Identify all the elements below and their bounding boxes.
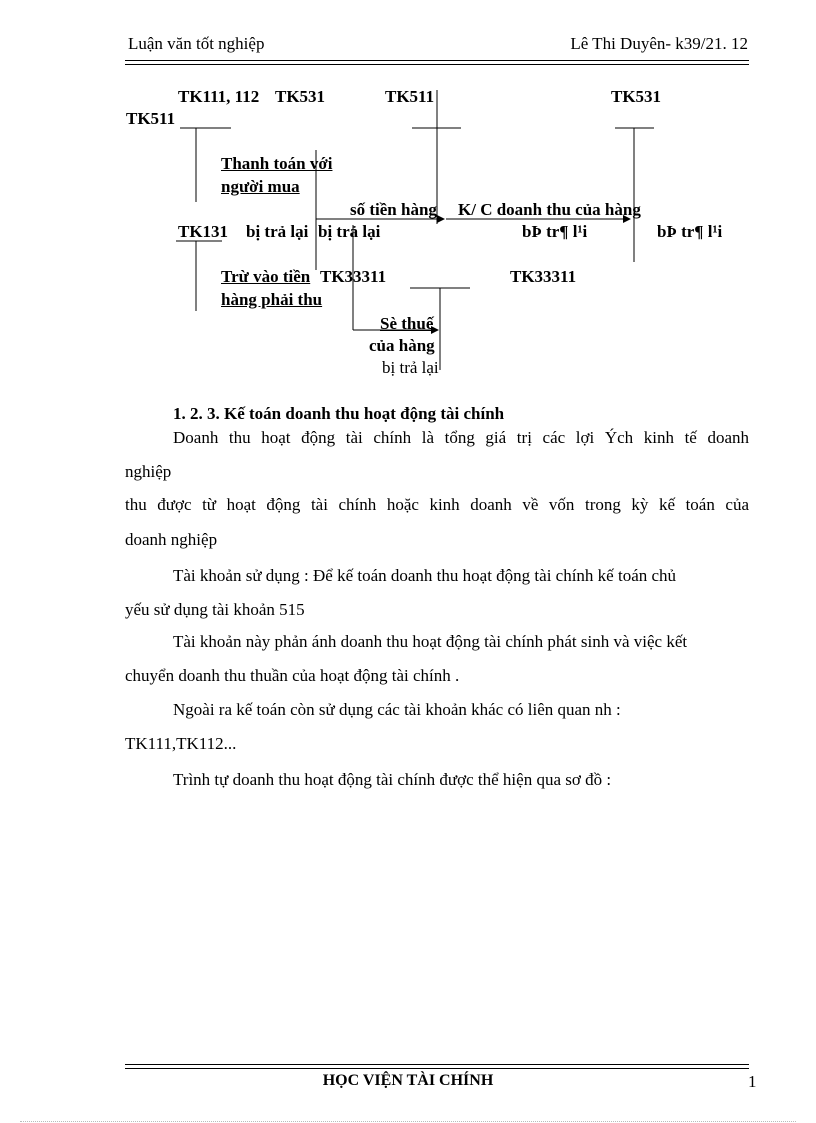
page-bottom-dotted-line bbox=[20, 1121, 796, 1122]
label-tk531-left: TK531 bbox=[275, 87, 326, 106]
text-bi-tra-lai-2: bị trả lại bbox=[318, 222, 381, 241]
text-bi-tra-lai-1: bị trả lại bbox=[246, 222, 309, 241]
text-bi-tra-lai-enc-2: bÞ tr¶ l¹i bbox=[657, 222, 723, 241]
para2-line1: Tài khoản sử dụng : Để kế toán doanh thu hoạt động tài chính kế toán chủ bbox=[173, 566, 677, 585]
para1-line4: doanh nghiệp bbox=[125, 530, 218, 549]
footer-page-number: 1 bbox=[748, 1072, 757, 1091]
label-tk511-left: TK511 bbox=[126, 109, 176, 128]
para5-line1: Trình tự doanh thu hoạt động tài chính được thể hiện qua sơ đồ : bbox=[173, 770, 612, 789]
text-kc-doanh-thu: K/ C doanh thu của hàng bbox=[458, 200, 641, 219]
label-tk131: TK131 bbox=[178, 222, 229, 241]
text-so-thue-line1: Sè thuế bbox=[380, 314, 434, 333]
para3-line2: chuyển doanh thu thuần của hoạt động tài chính . bbox=[125, 666, 460, 685]
footer-center: HỌC VIỆN TÀI CHÍNH bbox=[322, 1072, 494, 1089]
text-so-thue-line3: bị trả lại bbox=[382, 358, 439, 377]
label-tk33311-right: TK33311 bbox=[510, 267, 577, 286]
label-tk111-112: TK111, 112 bbox=[178, 87, 260, 106]
footer-rule-bottom bbox=[125, 1068, 749, 1069]
text-thanh-toan-line2: người mua bbox=[221, 177, 300, 196]
label-tk531-right: TK531 bbox=[611, 87, 662, 106]
para1-line3: thu được từ hoạt động tài chính hoặc kinh doanh về vốn trong kỳ kế toán của bbox=[125, 495, 749, 514]
label-tk33311-left: TK33311 bbox=[320, 267, 387, 286]
text-tru-vao-line2: hàng phải thu bbox=[221, 290, 323, 309]
text-thanh-toan-line1: Thanh toán với bbox=[221, 154, 333, 173]
para2-line2: yếu sử dụng tài khoản 515 bbox=[125, 600, 305, 619]
header-right: Lê Thi Duyên- k39/21. 12 bbox=[570, 34, 748, 53]
text-so-thue-line2: của hàng bbox=[369, 336, 435, 355]
para4-line2: TK111,TK112... bbox=[125, 734, 237, 753]
header-left: Luận văn tốt nghiệp bbox=[128, 34, 265, 53]
para3-line1: Tài khoản này phản ánh doanh thu hoạt động tài chính phát sinh và việc kết bbox=[173, 632, 688, 651]
footer-rule-top bbox=[125, 1064, 749, 1065]
para4-line1: Ngoài ra kế toán còn sử dụng các tài khoản khác có liên quan nh : bbox=[173, 700, 621, 719]
para1-line1: Doanh thu hoạt động tài chính là tổng giá trị các lợi Ých kinh tế doanh bbox=[173, 428, 749, 447]
text-bi-tra-lai-enc-1: bÞ tr¶ l¹i bbox=[522, 222, 588, 241]
section-heading: 1. 2. 3. Kế toán doanh thu hoạt động tài chính bbox=[173, 404, 505, 423]
text-tru-vao-line1: Trừ vào tiền bbox=[221, 267, 311, 286]
text-so-tien-hang: số tiền hàng bbox=[350, 200, 437, 219]
label-tk511-mid: TK511 bbox=[385, 87, 435, 106]
para1-line2: nghiệp bbox=[125, 462, 172, 481]
